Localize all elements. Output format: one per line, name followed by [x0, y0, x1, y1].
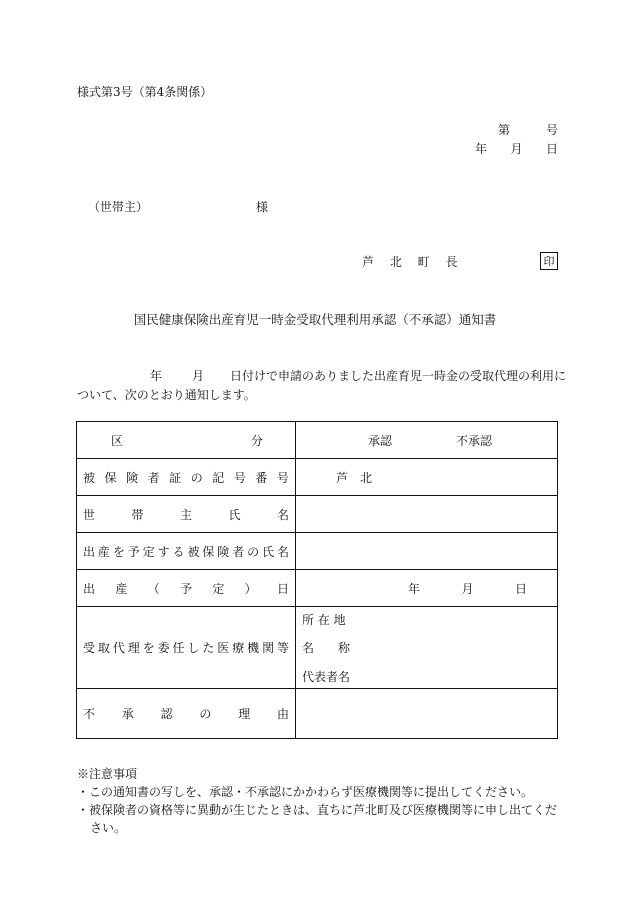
note-item-continued: さい。 — [90, 821, 127, 835]
issue-date-day: 日 — [545, 142, 558, 156]
table-header-row — [77, 422, 558, 459]
issue-number-suffix: 号 — [545, 123, 558, 137]
issuer-name: 芦 北 町 長 — [362, 255, 464, 269]
row-label — [77, 459, 296, 496]
seal-mark: 印 — [540, 252, 558, 270]
status-rejected: 不承認 — [456, 433, 493, 448]
row-label — [77, 607, 296, 689]
note-item: ・被保険者の資格等に異動が生じたときは、直ちに芦北町及び医療機関等に申し出てくだ — [77, 803, 558, 817]
table-row — [77, 689, 558, 739]
notice-table — [76, 421, 558, 739]
issue-date-year: 年 — [475, 142, 488, 156]
birth-date-value — [296, 570, 558, 607]
birth-year: 年 — [408, 581, 421, 596]
recipient-label: （世帯主） — [88, 200, 149, 214]
institution-address-label: 所 在 地 — [302, 612, 346, 627]
reason-value — [296, 689, 558, 739]
table-row — [77, 570, 558, 607]
table-row — [77, 607, 558, 689]
table-row — [77, 496, 558, 533]
householder-label: 世 帯 主 氏 名 — [83, 507, 289, 522]
insured-value — [296, 533, 558, 570]
document-title: 国民健康保険出産育児一時金受取代理利用承認（不承認）通知書 — [133, 312, 497, 327]
insured-label: 出 産 を 予 定 す る 被 保 険 者 の 氏 名 — [83, 544, 289, 559]
recipient-honorific: 様 — [256, 200, 269, 214]
householder-value — [296, 496, 558, 533]
issue-number — [498, 124, 558, 136]
note-item: ・この通知書の写しを、承認・不承認にかかわらず医療機関等に提出してください。 — [77, 785, 534, 799]
institution-label: 受 取 代 理 を 委 任 し た 医 療 機 関 等 — [83, 641, 289, 655]
insurance-card-value — [296, 459, 558, 496]
issue-date — [475, 143, 558, 155]
body-line-2: ついて、次のとおり通知します。 — [77, 388, 256, 402]
issue-date-month: 月 — [510, 142, 523, 156]
body-line-1 — [150, 370, 566, 382]
birth-day: 日 — [514, 581, 527, 596]
issue-number-prefix: 第 — [498, 123, 511, 137]
row-label — [77, 533, 296, 570]
header-status-cell — [296, 422, 558, 459]
insurance-card-label: 被 保 険 者 証 の 記 号 番 号 — [83, 470, 289, 485]
row-label — [77, 689, 296, 739]
birth-month: 月 — [461, 581, 474, 596]
header-category-cell — [77, 422, 296, 459]
institution-name-label: 名 称 — [302, 641, 351, 655]
notes-title: ※注意事項 — [77, 767, 138, 781]
body-rest: 日付けで申請のありました出産育児一時金の受取代理の利用に — [230, 369, 567, 383]
insurance-card-prefix: 芦 北 — [336, 470, 373, 485]
table-row — [77, 533, 558, 570]
form-number: 様式第3号（第4条関係） — [77, 85, 213, 99]
birth-date-label: 出 産 （ 予 定 ） 日 — [83, 581, 289, 596]
institution-value — [296, 607, 558, 689]
row-label — [77, 570, 296, 607]
table-row — [77, 459, 558, 496]
body-year: 年 — [150, 369, 163, 383]
header-category-2: 分 — [250, 433, 263, 448]
status-approved: 承認 — [368, 433, 393, 448]
header-category-1: 区 — [111, 433, 124, 448]
institution-representative-label: 代表者名 — [302, 669, 351, 684]
row-label — [77, 496, 296, 533]
reason-label: 不 承 認 の 理 由 — [83, 707, 289, 721]
body-month: 月 — [192, 369, 205, 383]
